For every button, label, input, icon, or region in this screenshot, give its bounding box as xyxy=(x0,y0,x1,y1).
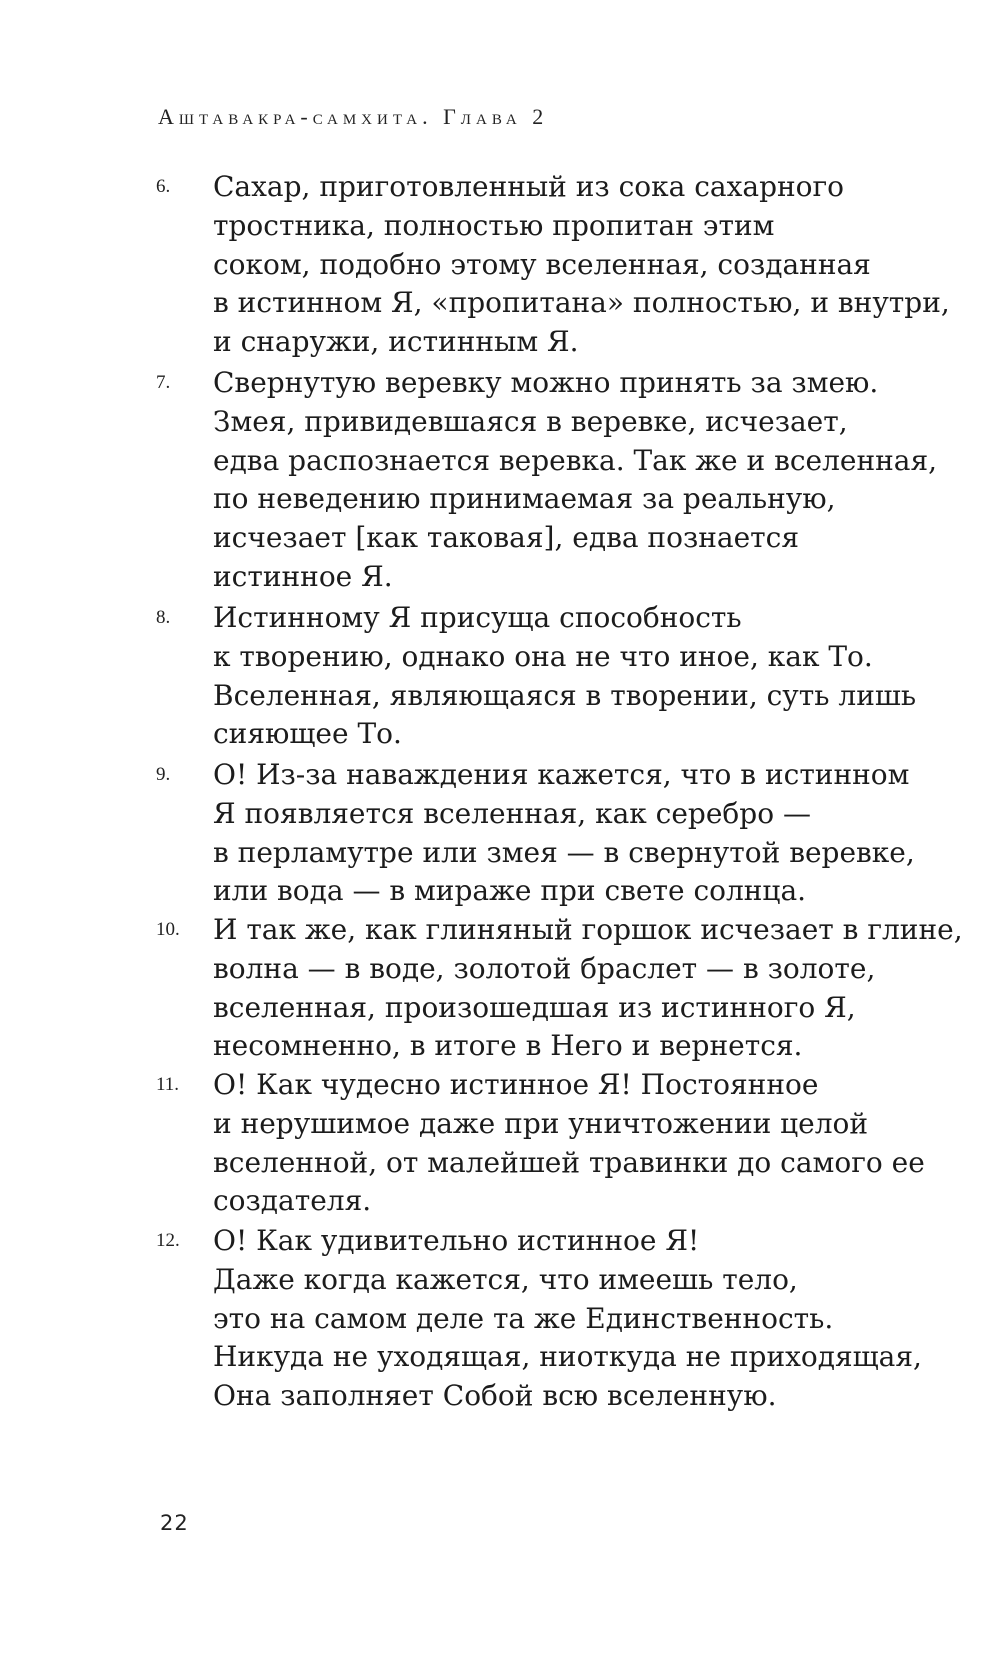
verse-line: И так же, как глиняный горшок исчезает в глине, xyxy=(213,913,963,946)
verse-line: и снаружи, истинным Я. xyxy=(213,325,579,359)
verse-line: создателя. xyxy=(213,1184,372,1218)
verse-line: или вода — в мираже при свете солнца. xyxy=(213,874,807,908)
verse-text xyxy=(213,364,937,597)
verse-text xyxy=(213,599,916,754)
running-head: Аштавакра-самхита. Глава 2 xyxy=(158,104,549,129)
verse-number: 6. xyxy=(156,176,171,197)
verse-line: О! Как чудесно истинное Я! Постоянное xyxy=(213,1068,819,1101)
page-number: 22 xyxy=(160,1511,189,1535)
verse-text xyxy=(213,1066,925,1221)
verse-line: это на самом деле та же Единственность. xyxy=(213,1301,834,1335)
verse-line: по неведению принимаемая за реальную, xyxy=(213,482,836,516)
verse-line: исчезает [как таковая], едва познается xyxy=(213,521,799,555)
verse-line: к творению, однако она не что иное, как То. xyxy=(213,639,873,673)
verse-number: 12. xyxy=(156,1230,180,1251)
verse-line: сияющее То. xyxy=(213,717,402,751)
verse-line: Змея, привидевшаяся в веревке, исчезает, xyxy=(213,404,848,438)
verse-line: в перламутре или змея — в свернутой веревке, xyxy=(213,835,915,869)
verse-line: тростника, полностью пропитан этим xyxy=(213,208,775,242)
verse-line: волна — в воде, золотой браслет — в золоте, xyxy=(213,951,876,985)
verse-line: несомненно, в итоге в Него и вернется. xyxy=(213,1029,803,1063)
verse-line: вселенной, от малейшей травинки до самого ее xyxy=(213,1145,925,1179)
verse-line: вселенная, произошедшая из истинного Я, xyxy=(213,990,856,1024)
verse-line: истинное Я. xyxy=(213,559,393,593)
verse-line: О! Как удивительно истинное Я! xyxy=(213,1224,700,1257)
verse-line: Никуда не уходящая, ниоткуда не приходящая, xyxy=(213,1340,922,1374)
verse-line: и нерушимое даже при уничтожении целой xyxy=(213,1106,869,1140)
verse-line: Я появляется вселенная, как серебро — xyxy=(213,796,811,830)
verse-number: 10. xyxy=(156,919,180,940)
verse-number: 7. xyxy=(156,372,171,393)
verse-line: О! Из-за наваждения кажется, что в истинном xyxy=(213,758,910,791)
verse-line: Сахар, приготовленный из сока сахарного xyxy=(213,170,845,203)
verse-line: соком, подобно этому вселенная, созданная xyxy=(213,247,871,281)
verse-text xyxy=(213,1222,922,1416)
verse-number: 11. xyxy=(156,1074,180,1095)
verse-line: Истинному Я присуща способность xyxy=(213,601,742,634)
verse-number: 9. xyxy=(156,764,171,785)
verse-text xyxy=(213,168,950,362)
verse-line: едва распознается веревка. Так же и вселенная, xyxy=(213,443,938,477)
verse-text xyxy=(213,756,915,911)
verse-line: в истинном Я, «пропитана» полностью, и внутри, xyxy=(213,286,950,320)
verse-line: Она заполняет Собой всю вселенную. xyxy=(213,1379,777,1413)
verse-line: Даже когда кажется, что имеешь тело, xyxy=(213,1262,798,1296)
verse-line: Свернутую веревку можно принять за змею. xyxy=(213,366,879,399)
verse-text xyxy=(213,911,963,1066)
verse-number: 8. xyxy=(156,607,171,628)
verse-line: Вселенная, являющаяся в творении, суть лишь xyxy=(213,678,917,712)
